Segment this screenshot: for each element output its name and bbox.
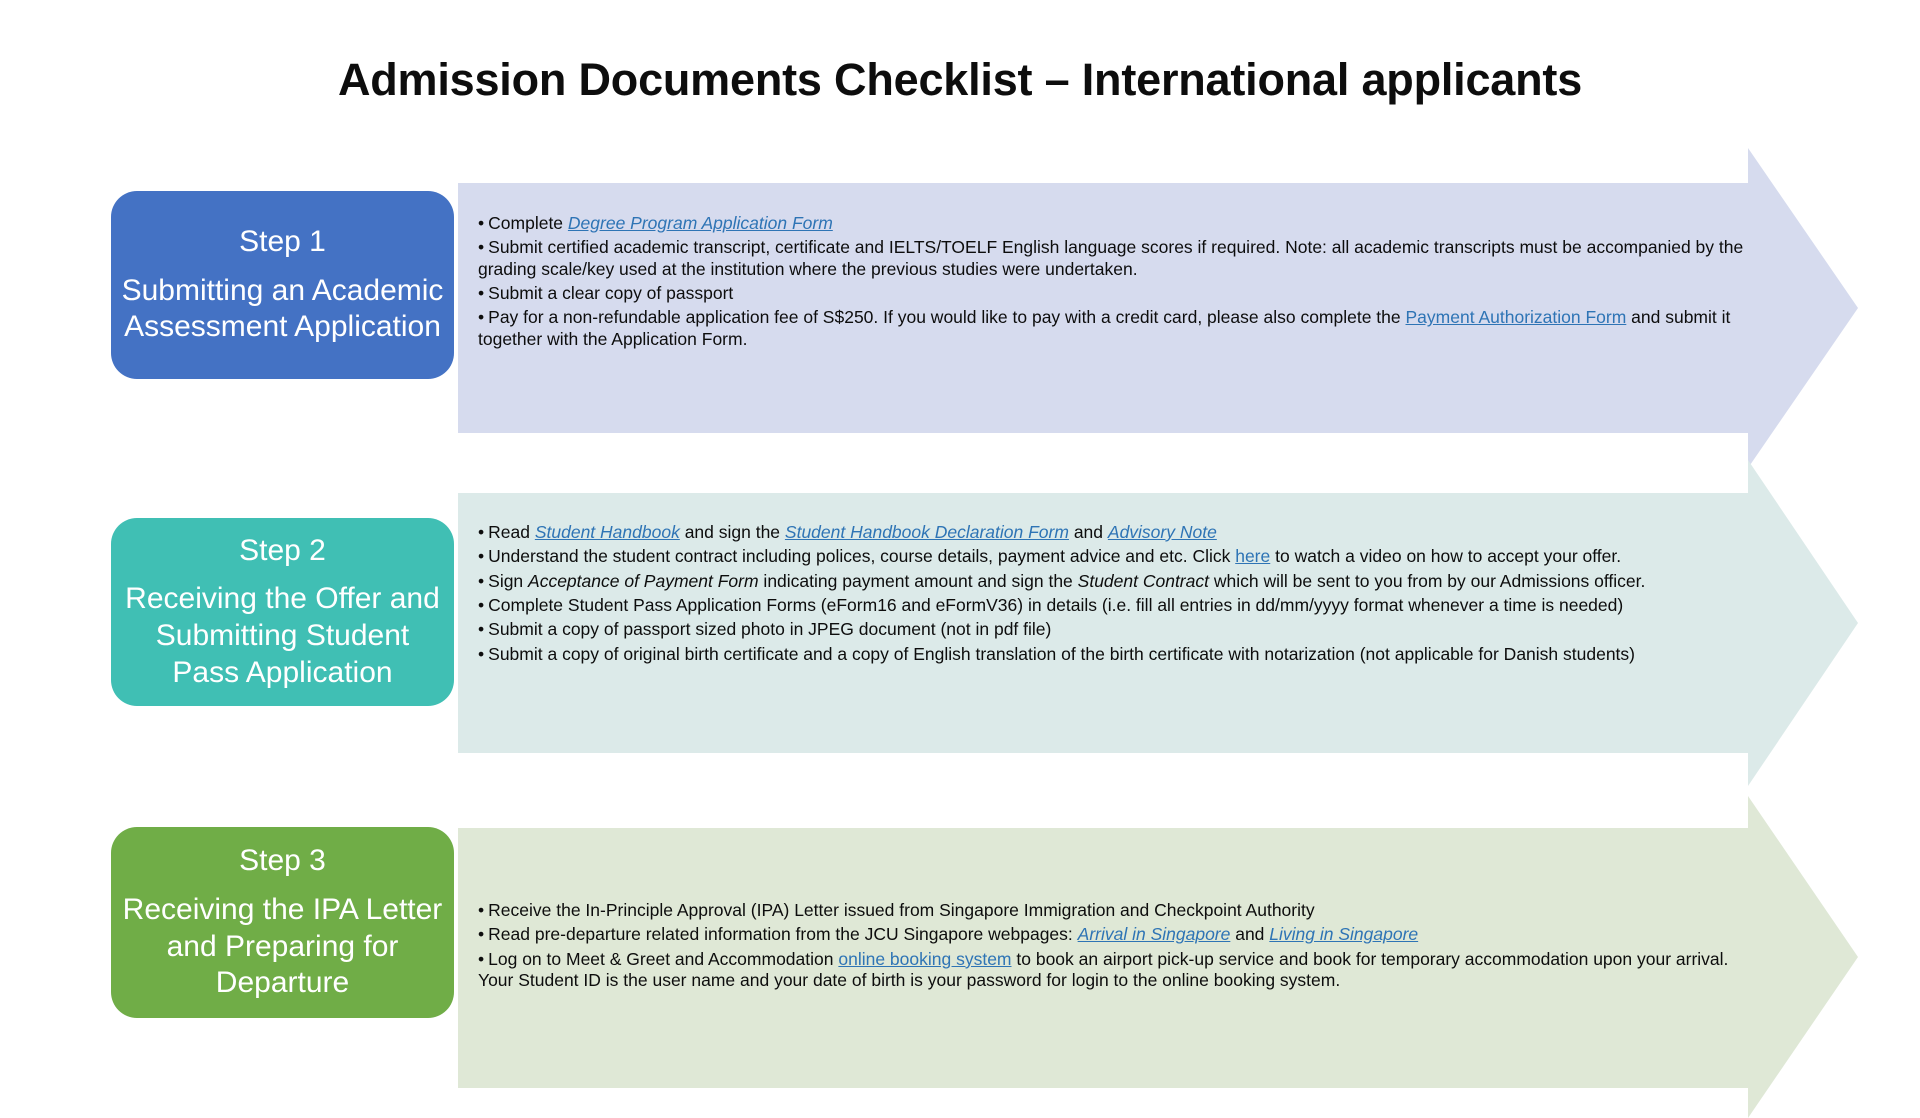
bullet-marker-icon: • <box>478 522 485 542</box>
step-2-name: Receiving the Offer and Submitting Student Pass Application <box>125 582 440 689</box>
bullet-item <box>478 900 1760 921</box>
step-1-box[interactable] <box>111 191 454 379</box>
bullet-marker-icon: • <box>478 307 485 328</box>
bullet-text: and submit it together with the Application Form. <box>478 307 1731 349</box>
bullet-marker-icon: • <box>478 546 485 567</box>
bullet-marker-icon: • <box>478 643 485 664</box>
bullet-marker-icon: • <box>478 237 485 258</box>
bullet-marker-icon: • <box>478 213 485 233</box>
bullet-marker-icon: • <box>478 595 485 616</box>
bullet-text: Log on to Meet & Greet and Accommodation <box>488 948 839 969</box>
bullet-link[interactable]: Arrival in Singapore <box>1077 924 1231 945</box>
bullet-text: Complete Student Pass Application Forms (eForm16 and eFormV36) in details (i.e. fill all entries in dd/mm/yyyy format whenever a time is needed) <box>488 595 1624 616</box>
bullet-text: Read pre-departure related information from the JCU Singapore webpages: <box>488 924 1078 945</box>
bullet-text: indicating payment amount and sign the <box>758 570 1078 591</box>
bullet-text: Submit a clear copy of passport <box>488 283 734 304</box>
bullet-text: Complete <box>488 213 568 233</box>
bullet-text: Submit certified academic transcript, certificate and IELTS/TOELF English language scores if required. Note: all academic transcripts must be accompanied by the grading scale/key used at the institution where the previous studies were undertaken. <box>478 237 1744 279</box>
bullet-marker-icon: • <box>478 619 485 640</box>
bullet-item <box>478 546 1760 567</box>
step-2-bullets <box>478 522 1760 668</box>
bullet-link[interactable]: online booking system <box>838 948 1012 969</box>
bullet-item <box>478 307 1760 350</box>
step-3-arrow-head <box>1748 796 1858 1118</box>
bullet-item <box>478 283 1760 304</box>
bullet-text: Understand the student contract including polices, course details, payment advice and etc. Click <box>488 546 1236 567</box>
bullet-marker-icon: • <box>478 924 485 945</box>
step-3-number: Step 3 <box>239 844 326 878</box>
bullet-item <box>478 213 1760 234</box>
page-title: Admission Documents Checklist – International applicants <box>337 54 1583 105</box>
step-row-2 <box>0 460 1920 750</box>
bullet-text: Sign <box>488 570 529 591</box>
step-1-arrow-head <box>1748 148 1858 468</box>
bullet-link[interactable]: here <box>1235 546 1271 567</box>
bullet-text: Submit a copy of original birth certificate and a copy of English translation of the birth certificate with notarization (not applicable for Danish students) <box>488 643 1635 664</box>
step-1-bullets <box>478 213 1760 353</box>
bullet-item <box>478 619 1760 640</box>
bullet-text: Pay for a non-refundable application fee of S$250. If you would like to pay with a credit card, please also complete the <box>488 307 1406 328</box>
bullet-item <box>478 924 1760 945</box>
bullet-text: to book an airport pick-up service and book for temporary accommodation upon your arrival. Your Student ID is the user name and your date of birth is your password for login to the online booking system. <box>478 948 1729 991</box>
bullet-text: and <box>1068 522 1108 542</box>
bullet-item <box>478 644 1760 665</box>
step-row-1 <box>0 148 1920 398</box>
bullet-text: Read <box>488 522 535 542</box>
step-2-arrow-head <box>1748 460 1858 786</box>
bullet-text: which will be sent to you from by our Admissions officer. <box>1208 570 1646 591</box>
bullet-link[interactable]: Advisory Note <box>1107 522 1217 542</box>
bullet-marker-icon: • <box>478 283 485 304</box>
bullet-item <box>478 522 1760 543</box>
bullet-link[interactable]: Student Handbook Declaration Form <box>784 522 1069 542</box>
bullet-item <box>478 595 1760 616</box>
bullet-text: to watch a video on how to accept your offer. <box>1270 546 1622 567</box>
bullet-link[interactable]: Student Handbook <box>534 522 680 542</box>
bullet-link[interactable]: Living in Singapore <box>1269 924 1419 945</box>
bullet-marker-icon: • <box>478 948 485 969</box>
step-row-3 <box>0 780 1920 1080</box>
step-2-number: Step 2 <box>239 533 326 567</box>
bullet-text: and sign the <box>679 522 785 542</box>
bullet-link[interactable]: Degree Program Application Form <box>567 213 833 233</box>
step-3-bullets <box>478 900 1760 994</box>
bullet-item <box>478 571 1760 592</box>
bullet-link[interactable]: Payment Authorization Form <box>1405 307 1627 328</box>
bullet-text: Submit a copy of passport sized photo in JPEG document (not in pdf file) <box>488 619 1052 640</box>
bullet-text: Receive the In-Principle Approval (IPA) Letter issued from Singapore Immigration and Checkpoint Authority <box>488 900 1315 920</box>
bullet-text: Student Contract <box>1077 570 1209 591</box>
step-1-name: Submitting an Academic Assessment Application <box>121 273 444 344</box>
step-3-box[interactable] <box>111 827 454 1018</box>
step-3-name: Receiving the IPA Letter and Preparing for Departure <box>122 892 443 1000</box>
bullet-text: Acceptance of Payment Form <box>528 570 759 591</box>
bullet-marker-icon: • <box>478 900 485 920</box>
bullet-item <box>478 237 1760 280</box>
bullet-marker-icon: • <box>478 570 485 591</box>
step-2-box[interactable] <box>111 518 454 706</box>
bullet-item <box>478 949 1760 992</box>
bullet-text: and <box>1230 924 1270 945</box>
step-1-number: Step 1 <box>239 225 326 259</box>
